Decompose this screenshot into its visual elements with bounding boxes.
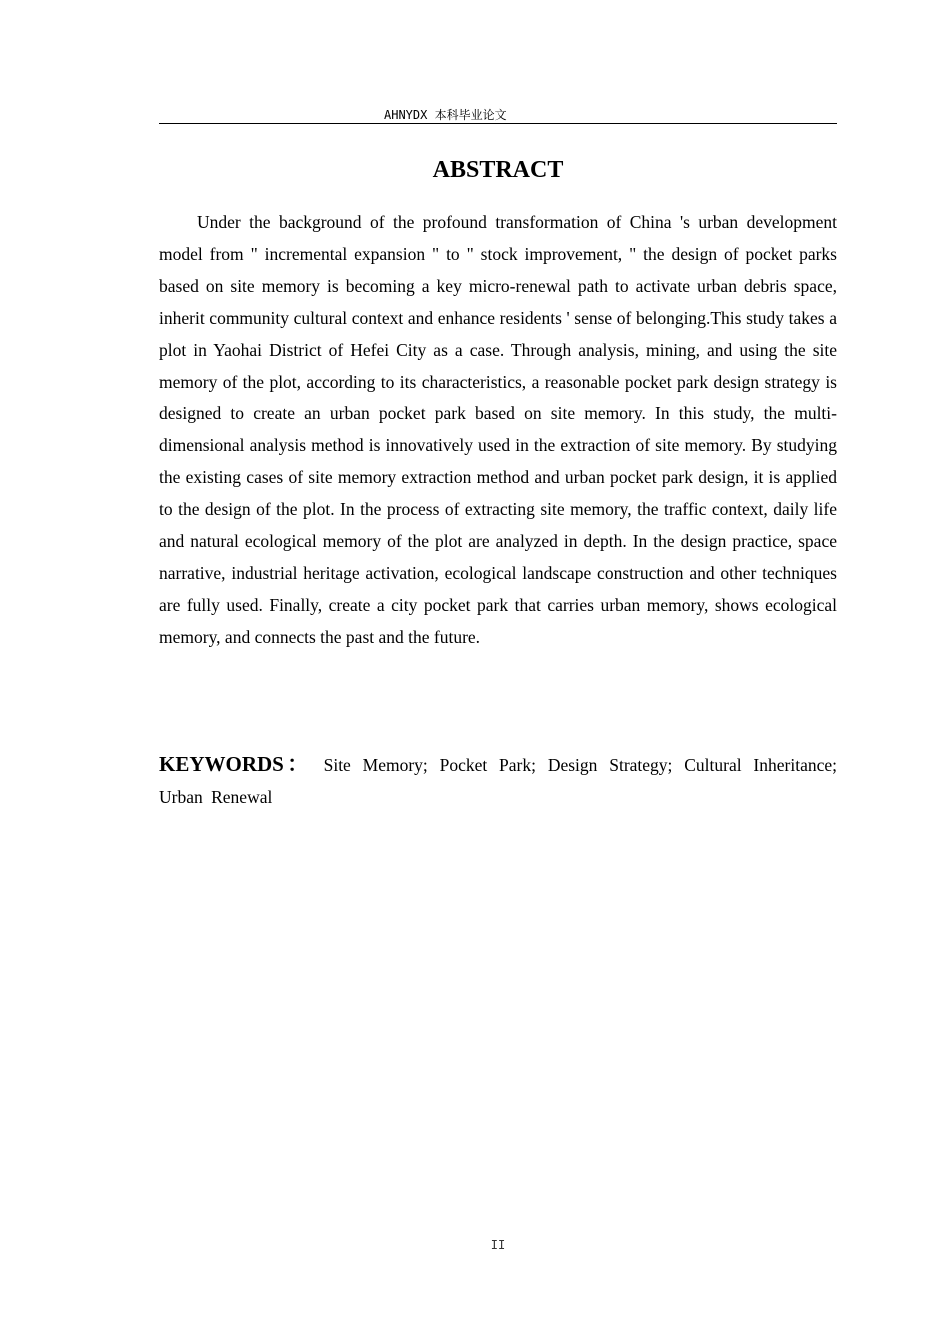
keywords-label: KEYWORDS：: [159, 752, 312, 776]
page-number: II: [490, 1238, 506, 1252]
running-header: [159, 104, 837, 124]
keywords-text: Site Memory; Pocket Park; Design Strategy; Cultural Inheritance; Urban Renewal: [159, 755, 837, 807]
running-header-title: AHNYDX 本科毕业论文: [384, 108, 507, 122]
abstract-title: ABSTRACT: [432, 157, 564, 183]
keywords-paragraph: [159, 748, 837, 813]
abstract-body: Under the background of the profound transformation of China 's urban development model from " incremental expansion " to " stock improvement, " the design of pocket parks based on site memory is becoming a key micro-renewal path to activate urban debris space, inherit community cultural context and enhance residents ' sense of belonging.This study takes a plot in Yaohai District of Hefei City as a case. Through analysis, mining, and using the site memory of the plot, according to its characteristics, a reasonable pocket park design strategy is designed to create an urban pocket park based on site memory. In this study, the multi-dimensional analysis method is innovatively used in the extraction of site memory. By studying the existing cases of site memory extraction method and urban pocket park design, it is applied to the design of the plot. In the process of extracting site memory, the traffic context, daily life and natural ecological memory of the plot are analyzed in depth. In the design practice, space narrative, industrial heritage activation, ecological landscape construction and other techniques are fully used. Finally, create a city pocket park that carries urban memory, shows ecological memory, and connects the past and the future.: [159, 212, 837, 647]
